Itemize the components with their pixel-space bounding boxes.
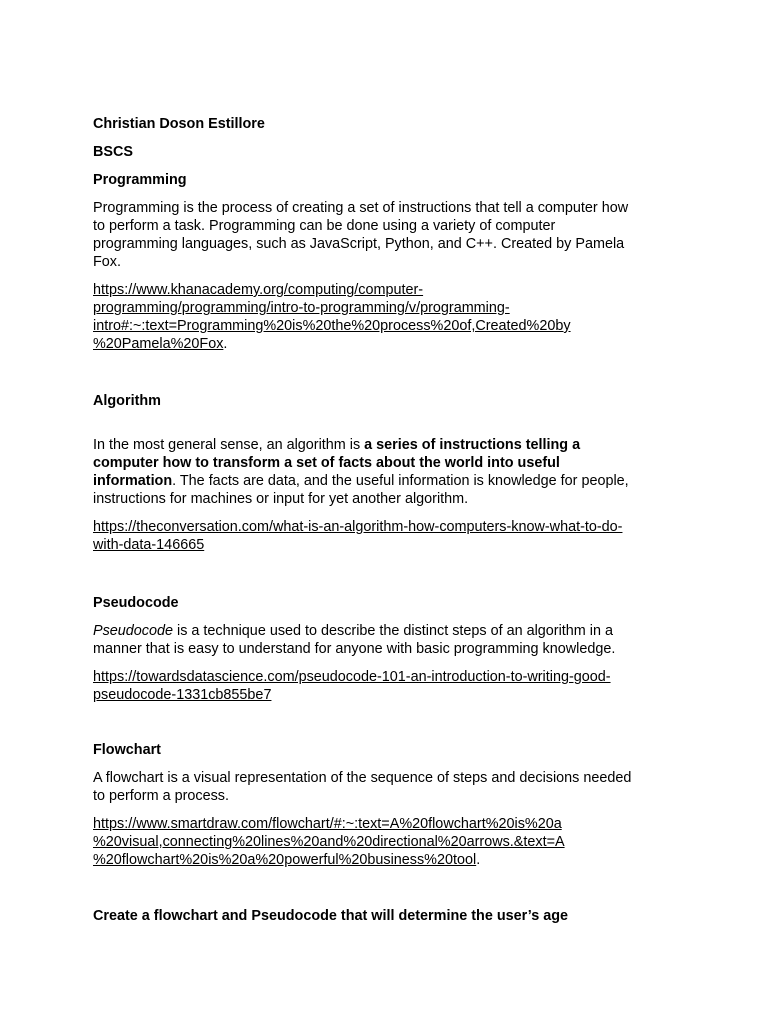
link-theconversation[interactable]: https://theconversation.com/what-is-an-algorithm-how-computers-know-what-to-do- [93, 519, 623, 535]
text-line: instructions for machines or input for yet another algorithm. [93, 491, 469, 507]
text-line: to perform a process. [93, 788, 229, 804]
paragraph-programming [93, 199, 628, 271]
link-smartdraw[interactable]: %20visual,connecting%20lines%20and%20directional%20arrows.&text=A [93, 834, 565, 850]
text-line: to perform a task. Programming can be done using a variety of computer [93, 218, 556, 234]
link-smartdraw[interactable]: %20flowchart%20is%20a%20powerful%20business%20tool [93, 852, 477, 868]
section-heading-programming: Programming [93, 172, 187, 188]
course-name: BSCS [93, 144, 133, 160]
text-line: Programming is the process of creating a set of instructions that tell a computer how [93, 200, 629, 216]
link-smartdraw[interactable]: https://www.smartdraw.com/flowchart/#:~:text=A%20flowchart%20is%20a [93, 816, 562, 832]
reference-pseudocode [93, 668, 611, 704]
link-khanacademy[interactable]: https://www.khanacademy.org/computing/computer- [93, 282, 424, 298]
section-heading-algorithm: Algorithm [93, 393, 161, 409]
link-towardsdatascience[interactable]: pseudocode-1331cb855be7 [93, 687, 272, 703]
text-line: manner that is easy to understand for anyone with basic programming knowledge. [93, 641, 616, 657]
link-theconversation[interactable]: with-data-146665 [93, 537, 205, 553]
section-heading-pseudocode: Pseudocode [93, 595, 179, 611]
text-line: programming languages, such as JavaScript, Python, and C++. Created by Pamela [93, 236, 625, 252]
reference-programming [93, 281, 571, 353]
text-line: A flowchart is a visual representation of the sequence of steps and decisions needed [93, 770, 632, 786]
text-span: is a technique used to describe the distinct steps of an algorithm in a [173, 623, 613, 639]
paragraph-pseudocode [93, 622, 615, 658]
text-line: Fox. [93, 254, 121, 270]
link-trailing-period: . [223, 336, 228, 352]
link-khanacademy[interactable]: programming/programming/intro-to-programming/v/programming- [93, 300, 510, 316]
text-span: In the most general sense, an algorithm is [93, 437, 365, 453]
text-span-italic: Pseudocode [93, 623, 174, 639]
section-heading-flowchart: Flowchart [93, 742, 161, 758]
link-khanacademy[interactable]: intro#:~:text=Programming%20is%20the%20process%20of,Created%20by [93, 318, 571, 334]
reference-algorithm [93, 518, 622, 554]
text-span-bold: information [93, 473, 173, 489]
reference-flowchart [93, 815, 565, 869]
link-towardsdatascience[interactable]: https://towardsdatascience.com/pseudocode-101-an-introduction-to-writing-good- [93, 669, 611, 685]
paragraph-algorithm [93, 436, 629, 508]
text-span-bold: a series of instructions telling a [364, 437, 581, 453]
link-khanacademy[interactable]: %20Pamela%20Fox [93, 336, 224, 352]
paragraph-flowchart [93, 769, 631, 805]
text-span-bold: computer how to transform a set of facts about the world into useful [93, 455, 560, 471]
text-span: . The facts are data, and the useful information is knowledge for people, [172, 473, 629, 489]
task-heading: Create a flowchart and Pseudocode that will determine the user’s age [93, 908, 569, 924]
link-trailing-period: . [476, 852, 481, 868]
author-name: Christian Doson Estillore [93, 116, 265, 132]
